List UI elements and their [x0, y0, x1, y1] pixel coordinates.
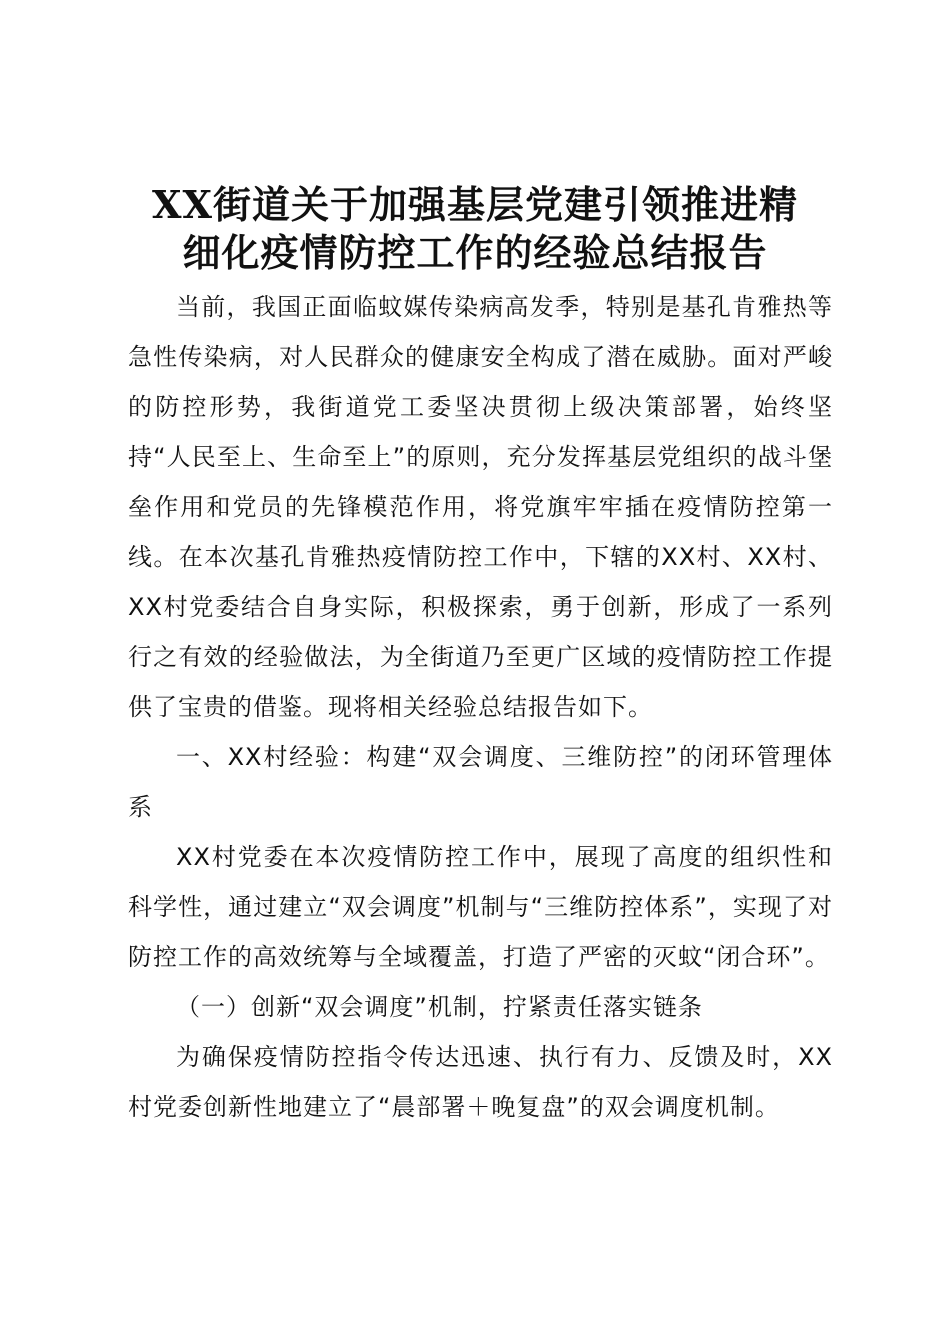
section-1-paragraph: XX村党委在本次疫情防控工作中，展现了高度的组织性和科学性，通过建立“双会调度”机制与“三维防控体系”，实现了对防控工作的高效统筹与全域覆盖，打造了严密的灭蚊“闭合环”。 — [128, 843, 833, 971]
intro-paragraph: 当前，我国正面临蚊媒传染病高发季，特别是基孔肯雅热等急性传染病，对人民群众的健康安全构成了潜在威胁。面对严峻的防控形势，我街道党工委坚决贯彻上级决策部署，始终坚持“人民至上、生命至上”的原则，充分发挥基层党组织的战斗堡垒作用和党员的先锋模范作用，将党旗牢牢插在疫情防控第一线。在本次基孔肯雅热疫情防控工作中，下辖的XX村、XX村、XX村党委结合自身实际，积极探索，勇于创新，形成了一系列行之有效的经验做法，为全街道乃至更广区域的疫情防控工作提供了宝贵的借鉴。现将相关经验总结报告如下。 — [128, 293, 833, 721]
title-line-2: 细化疫情防控工作的经验总结报告 — [182, 230, 768, 275]
title-line-1: XX街道关于加强基层党建引领推进精 — [152, 182, 798, 227]
subsection-heading-1: （一）创新“双会调度”机制，拧紧责任落实链条 — [176, 993, 703, 1021]
section-heading-1: 一、XX村经验：构建“双会调度、三维防控”的闭环管理体系 — [128, 743, 833, 821]
document-body — [128, 282, 833, 1132]
document-title — [120, 181, 830, 277]
subsection-1-paragraph: 为确保疫情防控指令传达迅速、执行有力、反馈及时，XX村党委创新性地建立了“晨部署＋晚复盘”的双会调度机制。 — [128, 1043, 833, 1121]
